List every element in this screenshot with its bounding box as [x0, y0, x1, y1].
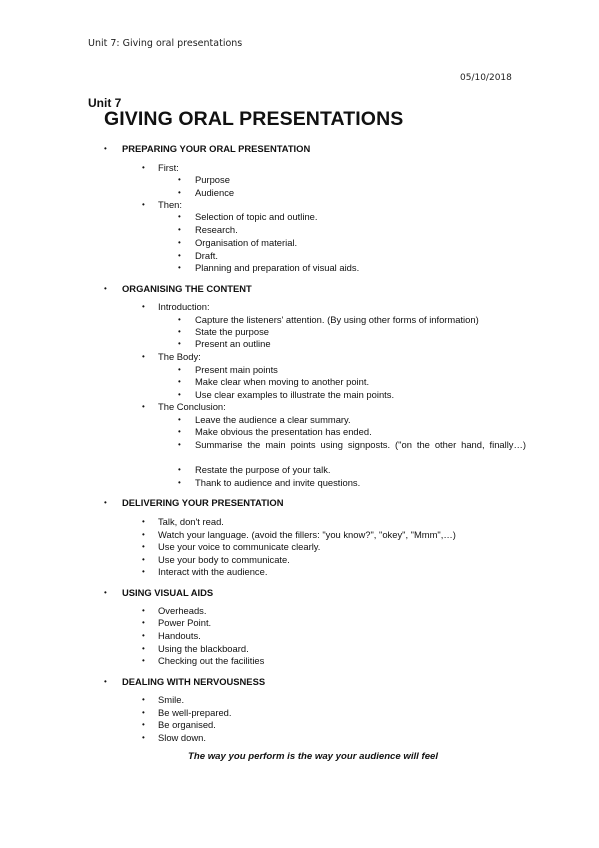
page-title: GIVING ORAL PRESENTATIONS: [104, 108, 404, 130]
bullet-icon: •: [142, 555, 145, 564]
bullet-icon: •: [104, 677, 107, 686]
bullet-icon: •: [142, 631, 145, 640]
list-item: Restate the purpose of your talk.: [195, 464, 331, 475]
list-item: Selection of topic and outline.: [195, 211, 318, 222]
list-item: Be well-prepared.: [158, 707, 232, 718]
section-heading-preparing: PREPARING YOUR ORAL PRESENTATION: [122, 143, 311, 154]
list-item: Research.: [195, 224, 238, 235]
unit-label: Unit 7: [88, 96, 122, 110]
bullet-icon: •: [178, 315, 181, 324]
bullet-icon: •: [142, 644, 145, 653]
bullet-icon: •: [178, 440, 181, 449]
bullet-icon: •: [142, 708, 145, 717]
bullet-icon: •: [142, 618, 145, 627]
bullet-icon: •: [142, 733, 145, 742]
bullet-icon: •: [178, 188, 181, 197]
bullet-icon: •: [178, 212, 181, 221]
bullet-icon: •: [142, 302, 145, 311]
list-item: Use your voice to communicate clearly.: [158, 541, 321, 552]
bullet-icon: •: [142, 163, 145, 172]
section-heading-visual-aids: USING VISUAL AIDS: [122, 587, 214, 598]
sublist-label-first: First:: [158, 162, 179, 173]
sublist-label-introduction: Introduction:: [158, 301, 210, 312]
list-item: Overheads.: [158, 605, 207, 616]
list-item: Watch your language. (avoid the fillers: "you know?", "okey", "Mmm",…): [158, 529, 456, 540]
bullet-icon: •: [178, 225, 181, 234]
closing-quote: The way you perform is the way your audience will feel: [188, 751, 439, 762]
section-heading-delivering: DELIVERING YOUR PRESENTATION: [122, 497, 284, 508]
list-item: Be organised.: [158, 719, 216, 730]
list-item: Thank to audience and invite questions.: [195, 477, 361, 488]
list-item: Purpose: [195, 174, 230, 185]
list-item: Organisation of material.: [195, 237, 298, 248]
list-item: Present an outline: [195, 338, 271, 349]
sublist-label-then: Then:: [158, 199, 182, 210]
list-item: Handouts.: [158, 630, 201, 641]
list-item: Checking out the facilities: [158, 655, 265, 666]
bullet-icon: •: [142, 530, 145, 539]
list-item: Use clear examples to illustrate the main points.: [195, 389, 395, 400]
list-item: Make obvious the presentation has ended.: [195, 426, 372, 437]
bullet-icon: •: [178, 478, 181, 487]
document-date: 05/10/2018: [460, 73, 512, 83]
bullet-icon: •: [178, 465, 181, 474]
list-item: Capture the listeners' attention. (By using other forms of information): [195, 314, 479, 325]
bullet-icon: •: [178, 365, 181, 374]
bullet-icon: •: [178, 339, 181, 348]
list-item: State the purpose: [195, 326, 270, 337]
section-heading-nervousness: DEALING WITH NERVOUSNESS: [122, 676, 266, 687]
list-item: Draft.: [195, 250, 218, 261]
list-item: Interact with the audience.: [158, 566, 268, 577]
bullet-icon: •: [178, 390, 181, 399]
bullet-icon: •: [178, 175, 181, 184]
bullet-icon: •: [178, 427, 181, 436]
bullet-icon: •: [142, 402, 145, 411]
list-item: Slow down.: [158, 732, 206, 743]
sublist-label-body: The Body:: [158, 351, 201, 362]
list-item: Summarise the main points using signposts. ("on the other hand, finally…): [195, 439, 526, 450]
list-item: Use your body to communicate.: [158, 554, 290, 565]
bullet-icon: •: [142, 352, 145, 361]
bullet-icon: •: [178, 415, 181, 424]
bullet-icon: •: [142, 517, 145, 526]
bullet-icon: •: [142, 567, 145, 576]
bullet-icon: •: [178, 251, 181, 260]
bullet-icon: •: [178, 238, 181, 247]
bullet-icon: •: [178, 327, 181, 336]
list-item: Leave the audience a clear summary.: [195, 414, 351, 425]
bullet-icon: •: [142, 200, 145, 209]
bullet-icon: •: [104, 498, 107, 507]
bullet-icon: •: [178, 377, 181, 386]
list-item: Using the blackboard.: [158, 643, 249, 654]
bullet-icon: •: [104, 144, 107, 153]
bullet-icon: •: [104, 284, 107, 293]
bullet-icon: •: [142, 542, 145, 551]
list-item: Audience: [195, 187, 235, 198]
section-heading-organising: ORGANISING THE CONTENT: [122, 283, 252, 294]
bullet-icon: •: [142, 606, 145, 615]
running-header: Unit 7: Giving oral presentations: [88, 38, 243, 49]
bullet-icon: •: [104, 588, 107, 597]
list-item: Power Point.: [158, 617, 212, 628]
bullet-icon: •: [178, 263, 181, 272]
list-item: Make clear when moving to another point.: [195, 376, 370, 387]
list-item: Planning and preparation of visual aids.: [195, 262, 360, 273]
list-item: Present main points: [195, 364, 278, 375]
bullet-icon: •: [142, 695, 145, 704]
sublist-label-conclusion: The Conclusion:: [158, 401, 226, 412]
list-item: Smile.: [158, 694, 185, 705]
bullet-icon: •: [142, 720, 145, 729]
bullet-icon: •: [142, 656, 145, 665]
list-item: Talk, don't read.: [158, 516, 224, 527]
